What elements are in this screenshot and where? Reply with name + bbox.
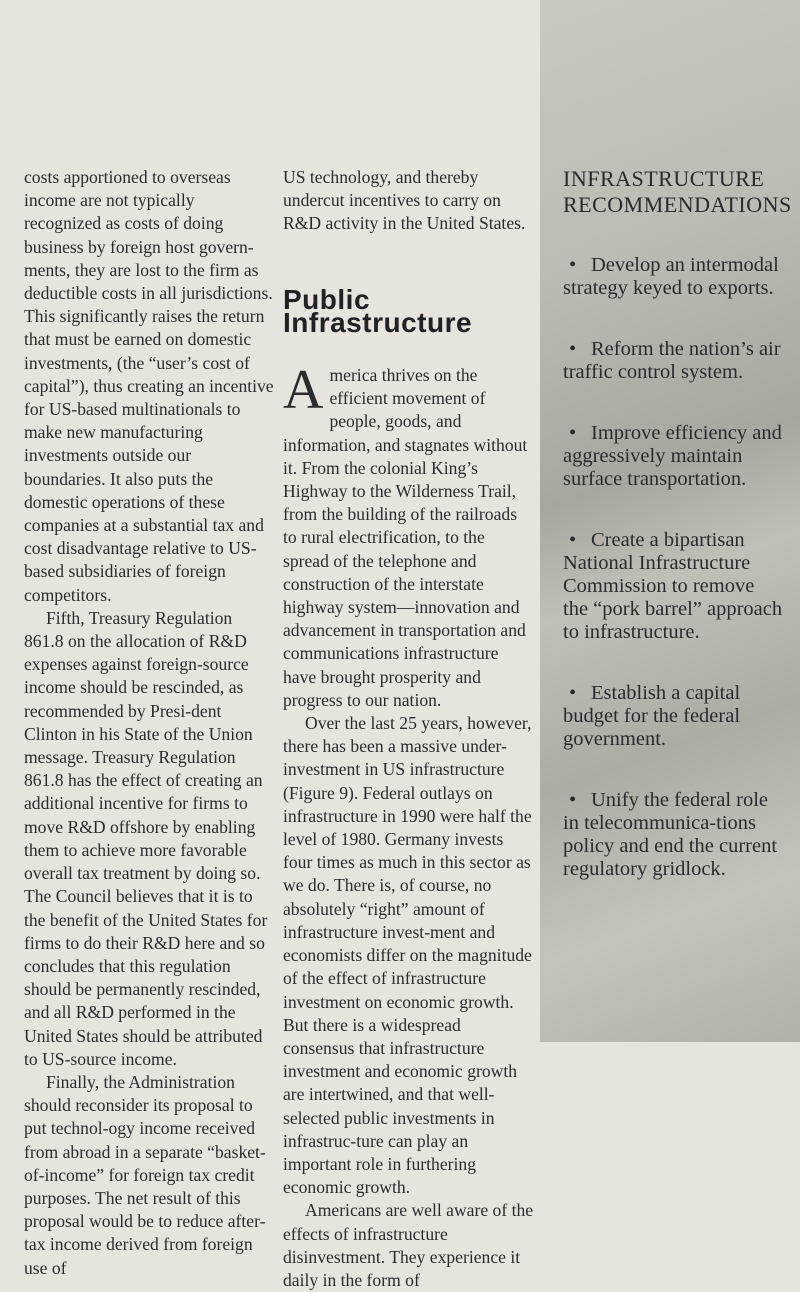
paragraph-text: merica thrives on the efficient movement of people, goods, and information, and stagnates without it. From the colonial King’s Highway to the Wilderness Trail, from the building of the railroads to rural electrification, to the spread of the telephone and construction of the interstate highway system—innovation and advancement in transportation and communications infrastructure have brought prosperity and progress to our nation. [283, 365, 528, 710]
sidebar-title-line: RECOMMENDATIONS [563, 192, 792, 217]
list-item-text: Unify the federal role in telecommunica-tions policy and end the current regulatory gridlock. [563, 789, 778, 880]
recommendation-list [563, 254, 783, 881]
sidebar-title [563, 166, 792, 218]
paragraph: Finally, the Administration should reconsider its proposal to put technol-ogy income received from abroad in a separate “basket-of-income” for foreign tax credit purposes. The net result of this proposal would be to reduce after-tax income derived from foreign use of [24, 1071, 266, 1278]
section-heading: Public Infrastructure [283, 283, 473, 338]
list-item [563, 529, 783, 644]
paragraph: Over the last 25 years, however, there has been a massive under-investment in US infrastructure (Figure 9). Federal outlays on infrastructure in 1990 were half the level of 1980. Germany invests four times as much in this sector as we do. There is, of course, no absolutely “right” amount of infrastructure invest-ment and economists differ on the magnitude of the effect of infrastructure investment on economic growth. But there is a widespread consensus that infrastructure investment and economic growth are intertwined, and that well-selected public investments in infrastruc-ture can play an important role in furthering economic growth. [283, 713, 532, 1198]
list-item-text: Improve efficiency and aggressively maintain surface transportation. [563, 422, 782, 490]
paragraph: US technology, and thereby undercut incentives to carry on R&D activity in the United States. [283, 167, 526, 234]
list-item-text: Develop an intermodal strategy keyed to exports. [563, 254, 779, 299]
list-item [563, 422, 783, 491]
paragraph: costs apportioned to overseas income are not typically recognized as costs of doing business by foreign host govern-ments, they are lost to the firm as deductible costs in all jurisdictions. This significantly raises the return that must be earned on domestic investments, (the “user’s cost of capital”), thus creating an incentive for US-based multinationals to make new manufacturing investments outside our boundaries. It also puts the domestic operations of these companies at a substantial tax and cost disadvantage relative to US-based subsidiaries of foreign competitors. [24, 167, 274, 605]
bullet-icon: • [569, 422, 577, 444]
list-item [563, 789, 783, 881]
list-item-text: Create a bipartisan National Infrastructure Commission to remove the “pork barrel” approach to infrastructure. [563, 529, 783, 643]
list-item-text: Reform the nation’s air traffic control system. [563, 338, 781, 383]
paragraph: Americans are well aware of the effects of infrastructure disinvestment. They experience it daily in the form of [283, 1200, 534, 1290]
list-item [563, 682, 783, 751]
text-column-middle [283, 166, 535, 1292]
list-item [563, 338, 783, 384]
bullet-icon: • [569, 529, 577, 551]
recommendations-sidebar [563, 166, 792, 919]
paragraph: Fifth, Treasury Regulation 861.8 on the allocation of R&D expenses against foreign-source income should be rescinded, as recommended by Presi-dent Clinton in his State of the Union message. Treasury Regulation 861.8 has the effect of creating an additional incentive for firms to move R&D offshore by enabling them to achieve more favorable overall tax treatment by doing so. The Council believes that it is to the benefit of the United States for firms to do their R&D here and so concludes that this regulation should be permanently rescinded, and all R&D performed in the United States should be attributed to US-source income. [24, 607, 268, 1069]
list-item-text: Establish a capital budget for the federal government. [563, 682, 741, 750]
sidebar-title-line: INFRASTRUCTURE [563, 166, 765, 191]
paragraph [283, 359, 535, 712]
drop-cap: A [283, 359, 324, 422]
list-item [563, 254, 783, 300]
text-column-left [24, 166, 276, 1280]
bullet-icon: • [569, 789, 577, 811]
bullet-icon: • [569, 254, 577, 276]
bullet-icon: • [569, 338, 577, 360]
bullet-icon: • [569, 682, 577, 704]
